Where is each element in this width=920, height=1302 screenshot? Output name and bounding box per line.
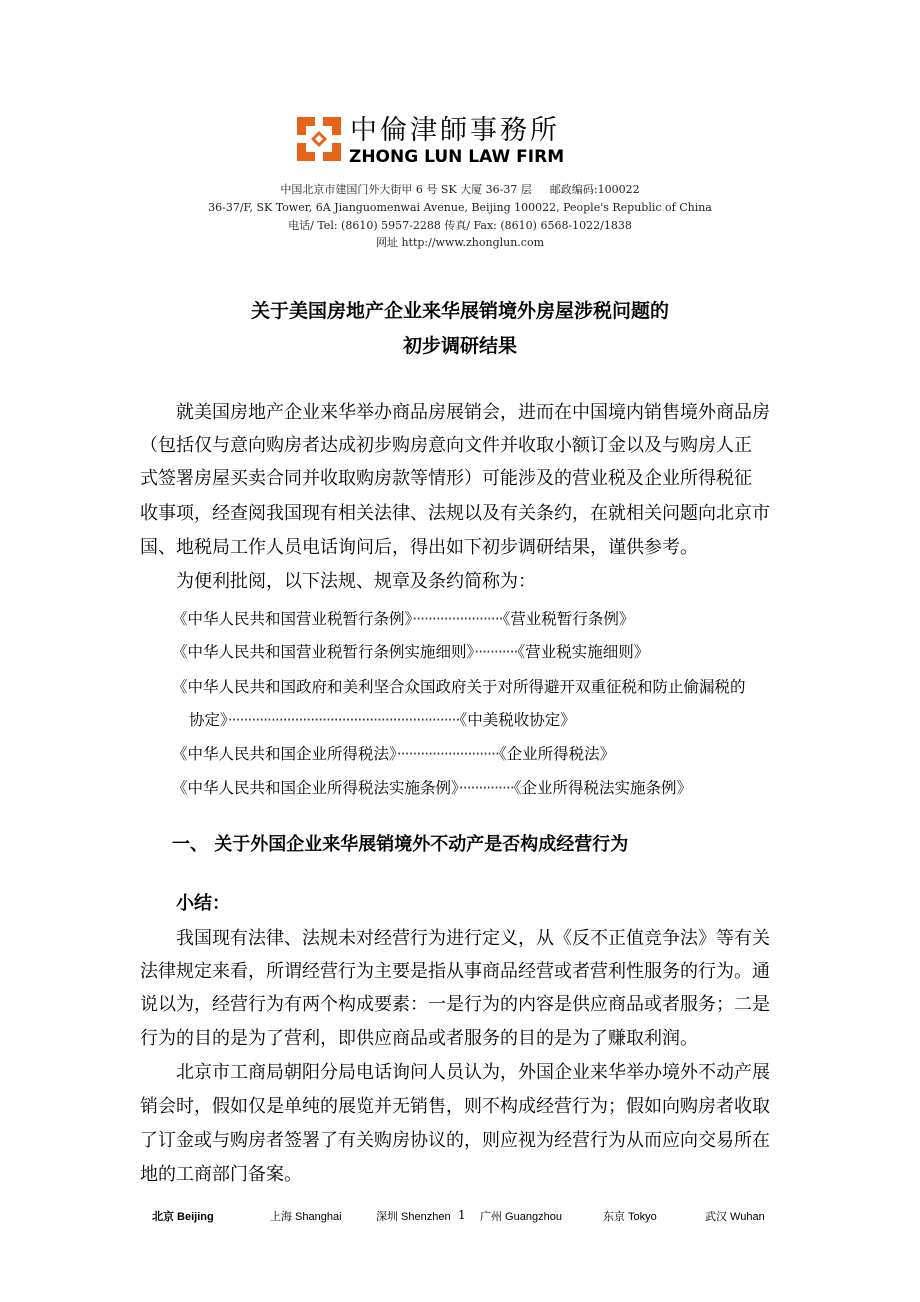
body-line: 法律规定来看，所谓经营行为主要是指从事商品经营或者营利性服务的行为。通 — [140, 961, 770, 982]
footer-office-tokyo: 东京 Tokyo — [603, 1211, 657, 1223]
body-line: 销会时，假如仅是单纯的展览并无销售，则不构成经营行为；假如向购房者收取 — [140, 1096, 770, 1117]
footer-office-beijing: 北京 Beijing — [152, 1211, 214, 1223]
page-title-line2: 初步调研结果 — [402, 335, 517, 357]
summary-label: 小结： — [176, 893, 230, 914]
body-line: 地的工商部门备案。 — [140, 1164, 302, 1185]
abbr-intro: 为便利批阅，以下法规、规章及条约简称为： — [176, 571, 536, 592]
intro-line: 国、地税局工作人员电话询问后，得出如下初步调研结果，谨供参考。 — [140, 537, 698, 558]
address-cn-line — [0, 183, 920, 197]
abbr-item: 《中华人民共和国企业所得税法实施条例》··············《企业所得税法实施条例》 — [172, 779, 693, 797]
firm-name-cn: 中倫津師事務所 — [350, 115, 560, 146]
footer-office-guangzhou: 广州 Guangzhou — [480, 1211, 562, 1223]
address-cn: 中国北京市建国门外大街甲 6 号 SK 大厦 36-37 层 — [280, 183, 532, 196]
intro-line: （包括仅与意向购房者达成初步购房意向文件并收取小额订金以及与购房人正 — [140, 435, 752, 456]
page-title-line1: 关于美国房地产企业来华展销境外房屋涉税问题的 — [250, 300, 669, 322]
abbr-item: 《中华人民共和国营业税暂行条例实施细则》···········《营业税实施细则》 — [172, 643, 650, 661]
section-heading: 一、 关于外国企业来华展销境外不动产是否构成经营行为 — [172, 834, 629, 855]
body-line: 行为的目的是为了营利，即供应商品或者服务的目的是为了赚取利润。 — [140, 1028, 698, 1049]
footer-office-shanghai: 上海 Shanghai — [270, 1211, 342, 1223]
abbr-item: 《中华人民共和国政府和美利坚合众国政府关于对所得避开双重征税和防止偷漏税的 — [172, 678, 746, 696]
body-line: 说以为，经营行为有两个构成要素：一是行为的内容是供应商品或者服务；二是 — [140, 994, 770, 1015]
phone-fax: 电话/ Tel: (8610) 5957-2288 传真/ Fax: (8610) 6568-1022/1838 — [288, 219, 632, 232]
body-line: 了订金或与购房者签署了有关购房协议的，则应视为经营行为从而应向交易所在 — [140, 1130, 770, 1151]
firm-logo — [297, 117, 341, 161]
abbr-item-continued: 协定》···························································《中美税收协定》 — [189, 711, 576, 729]
footer-office-wuhan: 武汉 Wuhan — [705, 1211, 765, 1223]
page-number: 1 — [458, 1208, 466, 1222]
intro-line: 就美国房地产企业来华举办商品房展销会，进而在中国境内销售境外商品房 — [176, 402, 770, 423]
body-line: 我国现有法律、法规未对经营行为进行定义，从《反不正值竞争法》等有关 — [176, 928, 770, 949]
intro-line: 收事项，经查阅我国现有相关法律、法规以及有关条约，在就相关问题向北京市 — [140, 503, 770, 524]
footer-office-shenzhen: 深圳 Shenzhen — [376, 1211, 451, 1223]
address-en: 36-37/F, SK Tower, 6A Jianguomenwai Avenue, Beijing 100022, People's Republic of China — [208, 201, 712, 214]
website: 网址 http://www.zhonglun.com — [375, 236, 545, 249]
body-line: 北京市工商局朝阳分局电话询问人员认为，外国企业来华举办境外不动产展 — [176, 1062, 770, 1083]
firm-name-en: ZHONG LUN LAW FIRM — [349, 147, 565, 167]
abbr-item: 《中华人民共和国营业税暂行条例》·······················《营业税暂行条例》 — [172, 610, 635, 628]
postcode: 邮政编码:100022 — [549, 183, 640, 196]
abbr-item: 《中华人民共和国企业所得税法》··························《企业所得税法》 — [172, 745, 616, 763]
intro-line: 式签署房屋买卖合同并收取购房款等情形）可能涉及的营业税及企业所得税征 — [140, 468, 752, 489]
